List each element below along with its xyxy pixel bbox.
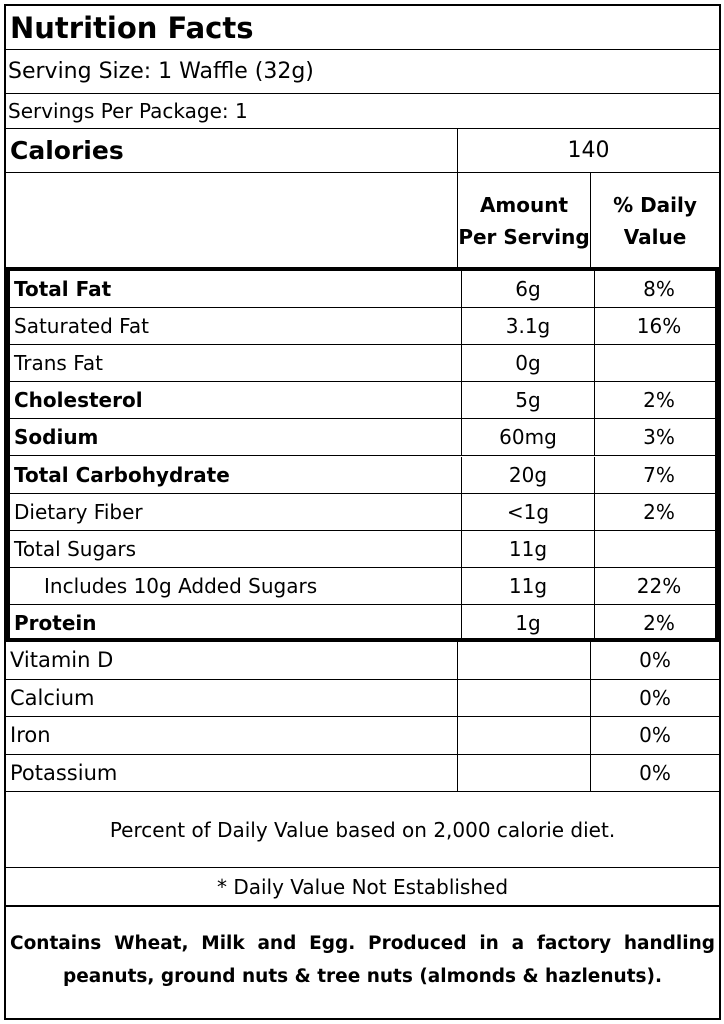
vitamin-row [6,680,719,718]
nutrient-row [10,605,715,642]
nutrient-amount: 11g [461,568,594,604]
servings-per-package: Servings Per Package: 1 [8,99,248,123]
nutrient-daily-value: 2% [594,494,723,530]
nutrient-name: Dietary Fiber [14,499,143,524]
nutrient-name: Protein [14,611,97,636]
nutrient-daily-value: 7% [594,457,723,493]
nutrient-row [10,308,715,345]
nutrient-amount: 3.1g [461,308,594,344]
nutrient-amount: 11g [461,531,594,567]
daily-value-footnote: Percent of Daily Value based on 2,000 calorie diet. [109,817,616,842]
nutrient-name: Sodium [14,425,99,450]
nutrient-name: Includes 10g Added Sugars [44,573,318,598]
not-established-note: * Daily Value Not Established [216,874,509,899]
nutrition-facts-label [4,4,721,1020]
nutrient-amount: 20g [461,457,594,493]
nutrient-daily-value: 16% [594,308,723,344]
vitamin-name: Potassium [10,760,118,785]
daily-value-footnote-row [6,792,719,868]
calories-row [6,129,719,173]
nutrient-daily-value: 2% [594,382,723,418]
vitamin-name: Calcium [10,685,95,710]
not-established-row [6,868,719,906]
nutrient-amount: 1g [461,605,594,642]
nutrient-amount: 6g [461,271,594,307]
vitamin-daily-value: 0% [590,717,719,754]
nutrient-name: Cholesterol [14,388,143,413]
servings-per-package-row [6,94,719,129]
nutrient-daily-value: 2% [594,605,723,642]
header-blank [6,173,457,268]
nutrient-daily-value [594,345,723,381]
nutrient-row [10,271,715,308]
nutrient-daily-value: 8% [594,271,723,307]
nutrient-amount: 0g [461,345,594,381]
vitamin-name: Iron [10,723,51,748]
nutrient-table [6,267,719,642]
nutrient-daily-value [594,531,723,567]
allergen-statement: Contains Wheat, Milk and Egg. Produced in a factory handling peanuts, ground nuts & tree nuts (almonds & hazlenuts). [6,906,719,1018]
vitamin-name: Vitamin D [10,648,114,673]
vitamin-amount [457,755,590,792]
nutrient-name: Total Sugars [14,536,137,561]
title-row [6,6,719,50]
nutrient-amount: 5g [461,382,594,418]
nutrient-daily-value: 22% [594,568,723,604]
nutrient-row [10,382,715,419]
nutrient-amount: <1g [461,494,594,530]
nutrient-amount: 60mg [461,419,594,455]
calories-value: 140 [457,129,719,172]
vitamin-amount [457,717,590,754]
nutrient-name: Total Carbohydrate [14,462,230,487]
nutrient-row [10,494,715,531]
nutrient-name: Saturated Fat [14,314,149,339]
vitamin-daily-value: 0% [590,755,719,792]
vitamin-row [6,755,719,793]
serving-size-row [6,50,719,94]
amount-per-serving-header: Amount Per Serving [457,173,590,268]
nutrient-row [10,345,715,382]
vitamin-daily-value: 0% [590,642,719,679]
nutrient-row [10,531,715,568]
vitamin-table [6,642,719,792]
nutrient-row [10,568,715,605]
vitamin-amount [457,680,590,717]
nutrient-row [10,457,715,494]
vitamin-row [6,642,719,680]
label-title: Nutrition Facts [10,10,254,45]
vitamin-amount [457,642,590,679]
calories-label: Calories [10,136,124,165]
nutrient-row [10,419,715,456]
vitamin-daily-value: 0% [590,680,719,717]
vitamin-row [6,717,719,755]
nutrient-name: Trans Fat [14,351,103,376]
nutrient-daily-value: 3% [594,419,723,455]
nutrient-name: Total Fat [14,277,112,302]
serving-size: Serving Size: 1 Waffle (32g) [8,59,314,84]
daily-value-header: % Daily Value [590,173,719,268]
column-header-row [6,173,719,268]
